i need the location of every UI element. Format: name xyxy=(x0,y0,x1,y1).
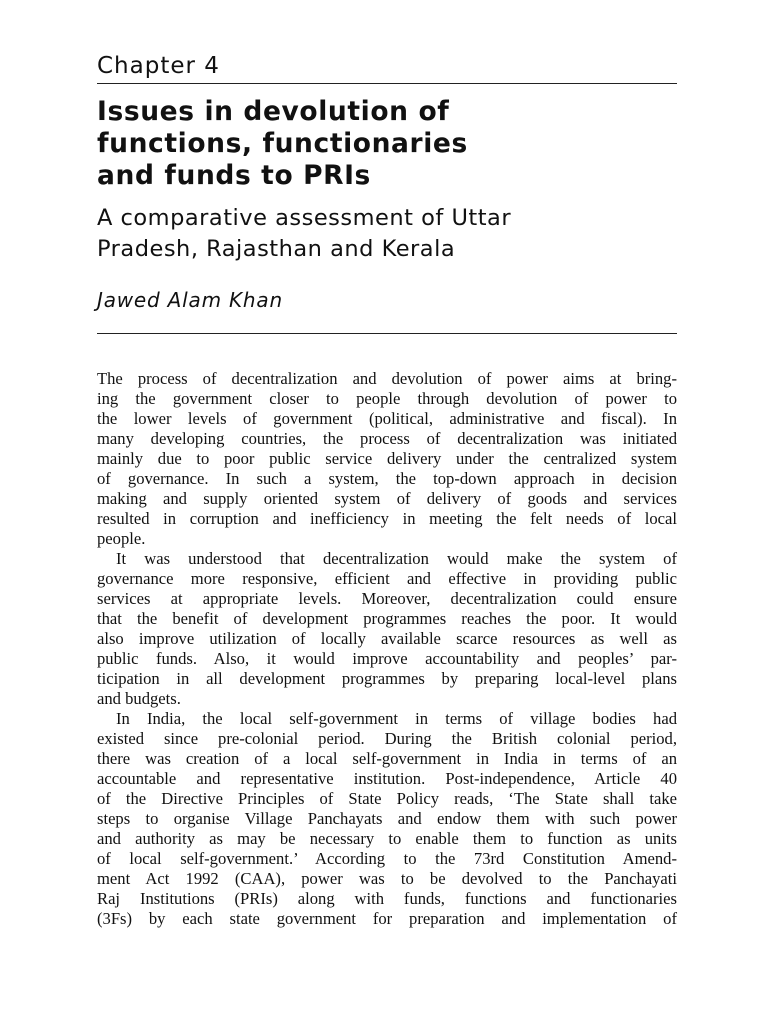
chapter-subtitle-line: A comparative assessment of Uttar xyxy=(97,205,512,231)
text-line: (3Fs) by each state government for preparation and implementation of xyxy=(97,909,677,928)
chapter-title-line: Issues in devolution of xyxy=(97,96,450,127)
chapter-title-line: and funds to PRIs xyxy=(97,160,371,191)
text-line: governance more responsive, efficient and effective in providing public xyxy=(97,569,677,588)
top-rule xyxy=(97,83,677,84)
text-line: the lower levels of government (political, administrative and fiscal). In xyxy=(97,409,677,428)
paragraph xyxy=(97,709,677,929)
text-line: and budgets. xyxy=(97,689,181,708)
chapter-label: Chapter 4 xyxy=(97,53,220,79)
bottom-rule xyxy=(97,333,677,334)
chapter-title-line: functions, functionaries xyxy=(97,128,468,159)
text-line: ticipation in all development programmes by preparing local-level plans xyxy=(97,669,677,688)
paragraph xyxy=(97,369,677,549)
text-line: also improve utilization of locally available scarce resources as well as xyxy=(97,629,677,648)
text-line: there was creation of a local self-government in India in terms of an xyxy=(97,749,677,768)
text-line: of governance. In such a system, the top-down approach in decision xyxy=(97,469,677,488)
text-line: ment Act 1992 (CAA), power was to be devolved to the Panchayati xyxy=(97,869,677,888)
body-text xyxy=(97,369,677,929)
text-line: and authority as may be necessary to enable them to function as units xyxy=(97,829,677,848)
text-line: ing the government closer to people through devolution of power to xyxy=(97,389,677,408)
text-line: of local self-government.’ According to the 73rd Constitution Amend- xyxy=(97,849,677,868)
text-line: people. xyxy=(97,529,146,548)
text-line: many developing countries, the process of decentralization was initiated xyxy=(97,429,677,448)
text-line: mainly due to poor public service delivery under the centralized system xyxy=(97,449,677,468)
text-line: existed since pre-colonial period. During the British colonial period, xyxy=(97,729,677,748)
chapter-subtitle-line: Pradesh, Rajasthan and Kerala xyxy=(97,236,456,262)
text-line: steps to organise Village Panchayats and endow them with such power xyxy=(97,809,677,828)
chapter-title xyxy=(97,96,468,192)
text-line: of the Directive Principles of State Policy reads, ‘The State shall take xyxy=(97,789,677,808)
text-line: It was understood that decentralization would make the system of xyxy=(116,549,677,568)
text-line: accountable and representative institution. Post-independence, Article 40 xyxy=(97,769,677,788)
text-line: that the benefit of development programmes reaches the poor. It would xyxy=(97,609,677,628)
chapter-subtitle xyxy=(97,203,511,265)
text-line: The process of decentralization and devolution of power aims at bring- xyxy=(97,369,677,388)
text-line: services at appropriate levels. Moreover, decentralization could ensure xyxy=(97,589,677,608)
paragraph xyxy=(97,549,677,709)
text-line: Raj Institutions (PRIs) along with funds, functions and functionaries xyxy=(97,889,677,908)
author-name: Jawed Alam Khan xyxy=(97,288,283,312)
text-line: public funds. Also, it would improve accountability and peoples’ par- xyxy=(97,649,677,668)
text-line: resulted in corruption and inefficiency in meeting the felt needs of local xyxy=(97,509,677,528)
text-line: making and supply oriented system of delivery of goods and services xyxy=(97,489,677,508)
text-line: In India, the local self-government in terms of village bodies had xyxy=(116,709,677,728)
